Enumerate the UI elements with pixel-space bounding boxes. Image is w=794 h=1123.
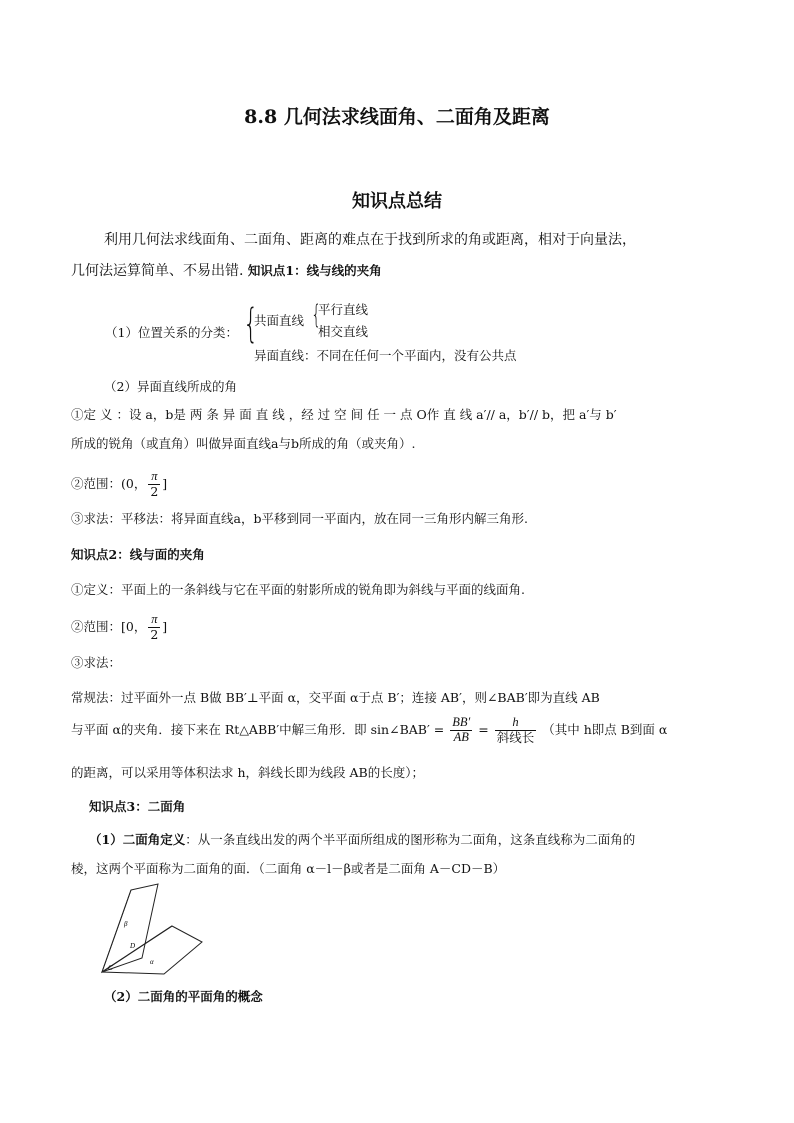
kp2-range-num: π	[148, 613, 160, 628]
section-title: 知识点总结	[352, 191, 442, 212]
kp2-routine-line-1: 常规法：过平面外一点 B做 BB′⊥平面 α，交平面 α于点 B′；连接 AB′，则∠BAB′即为直线 AB	[71, 690, 600, 705]
kp2-def: ①定义：平面上的一条斜线与它在平面的射影所成的锐角即为斜线与平面的线面角.	[71, 582, 525, 597]
kp3-def-text: ：从一条直线出发的两个半平面所组成的图形称为二面角，这条直线称为二面角的	[185, 832, 636, 847]
label-alpha: α	[150, 958, 154, 966]
kp3-def-label: （1）二面角定义	[89, 832, 186, 847]
skew-range-suffix: ]	[162, 475, 168, 491]
coplanar-label: 共面直线	[254, 313, 305, 328]
kp2-method: ③求法：	[71, 655, 122, 670]
skew-range	[71, 470, 167, 499]
intro-line-2-text: 几何法运算简单、不易出错.	[71, 263, 244, 279]
kp2-routine-prefix: 与平面 α的夹角．接下来在 Rt△ABB′中解三角形．即 sin∠BAB′ =	[71, 721, 445, 737]
skew-range-num: π	[148, 470, 160, 485]
kp2-routine-suffix: （其中 h即点 B到面 α	[542, 721, 668, 737]
dihedral-figure	[96, 880, 216, 980]
kp2-range	[71, 613, 167, 642]
kp1-heading: 知识点1：线与线的夹角	[247, 263, 382, 278]
frac2-den: 斜线长	[496, 729, 535, 745]
classification-label: （1）位置关系的分类：	[105, 325, 238, 340]
frac2-num: h	[495, 716, 537, 731]
parallel-label: 平行直线	[318, 302, 369, 317]
kp2-range-den: 2	[150, 626, 159, 642]
intersecting-label: 相交直线	[318, 324, 369, 339]
equals-sign: =	[478, 721, 489, 737]
kp2-range-fraction	[148, 613, 160, 642]
kp2-range-prefix: ②范围：[0，	[71, 618, 147, 634]
skew-label: 异面直线：不同在任何一个平面内，没有公共点	[254, 348, 517, 363]
kp2-heading: 知识点2：线与面的夹角	[71, 547, 205, 562]
kp3-def-line-1	[89, 830, 635, 850]
kp3-heading: 知识点3：二面角	[89, 799, 186, 814]
skew-range-den: 2	[150, 483, 159, 499]
kp3-def-line-2: 棱，这两个平面称为二面角的面．（二面角 α－l－β或者是二面角 A－CD－B）	[71, 861, 506, 876]
kp2-range-suffix: ]	[162, 618, 168, 634]
kp2-routine-line-3: 的距离，可以采用等体积法求 h，斜线长即为线段 AB的长度）；	[71, 765, 424, 780]
page-title: 8.8 几何法求线面角、二面角及距离	[244, 106, 550, 128]
skew-range-fraction	[148, 470, 160, 499]
intro-line-1: 利用几何法求线面角、二面角、距离的难点在于找到所求的角或距离，相对于向量法，	[104, 232, 636, 248]
kp2-routine-line-2	[71, 716, 667, 745]
skew-def-line-1: ①定 义 ：设 a，b是 两 条 异 面 直 线 ，经 过 空 间 任 一 点 O作 直 线 a′// a，b′// b，把 a′与 b′	[71, 407, 617, 422]
frac1-den: AB	[453, 729, 469, 744]
outer-brace: {	[243, 301, 259, 347]
intro-line-2	[71, 261, 382, 281]
skew-method: ③求法：平移法：将异面直线a，b平移到同一平面内，放在同一三角形内解三角形.	[71, 511, 528, 526]
inner-brace: {	[311, 300, 322, 330]
label-c: C	[108, 964, 113, 972]
label-d: D	[130, 942, 136, 950]
label-beta: β	[124, 920, 128, 928]
fraction-bb-ab	[450, 716, 472, 745]
skew-def-line-2: 所成的锐角（或直角）叫做异面直线a与b所成的角（或夹角）.	[71, 436, 416, 451]
fraction-h-slant	[495, 716, 537, 745]
frac1-num: BB′	[452, 715, 471, 729]
kp3-sub2: （2）二面角的平面角的概念	[104, 989, 263, 1004]
skew-angle-heading: （2）异面直线所成的角	[104, 379, 237, 394]
skew-range-prefix: ②范围：(0，	[71, 475, 147, 491]
